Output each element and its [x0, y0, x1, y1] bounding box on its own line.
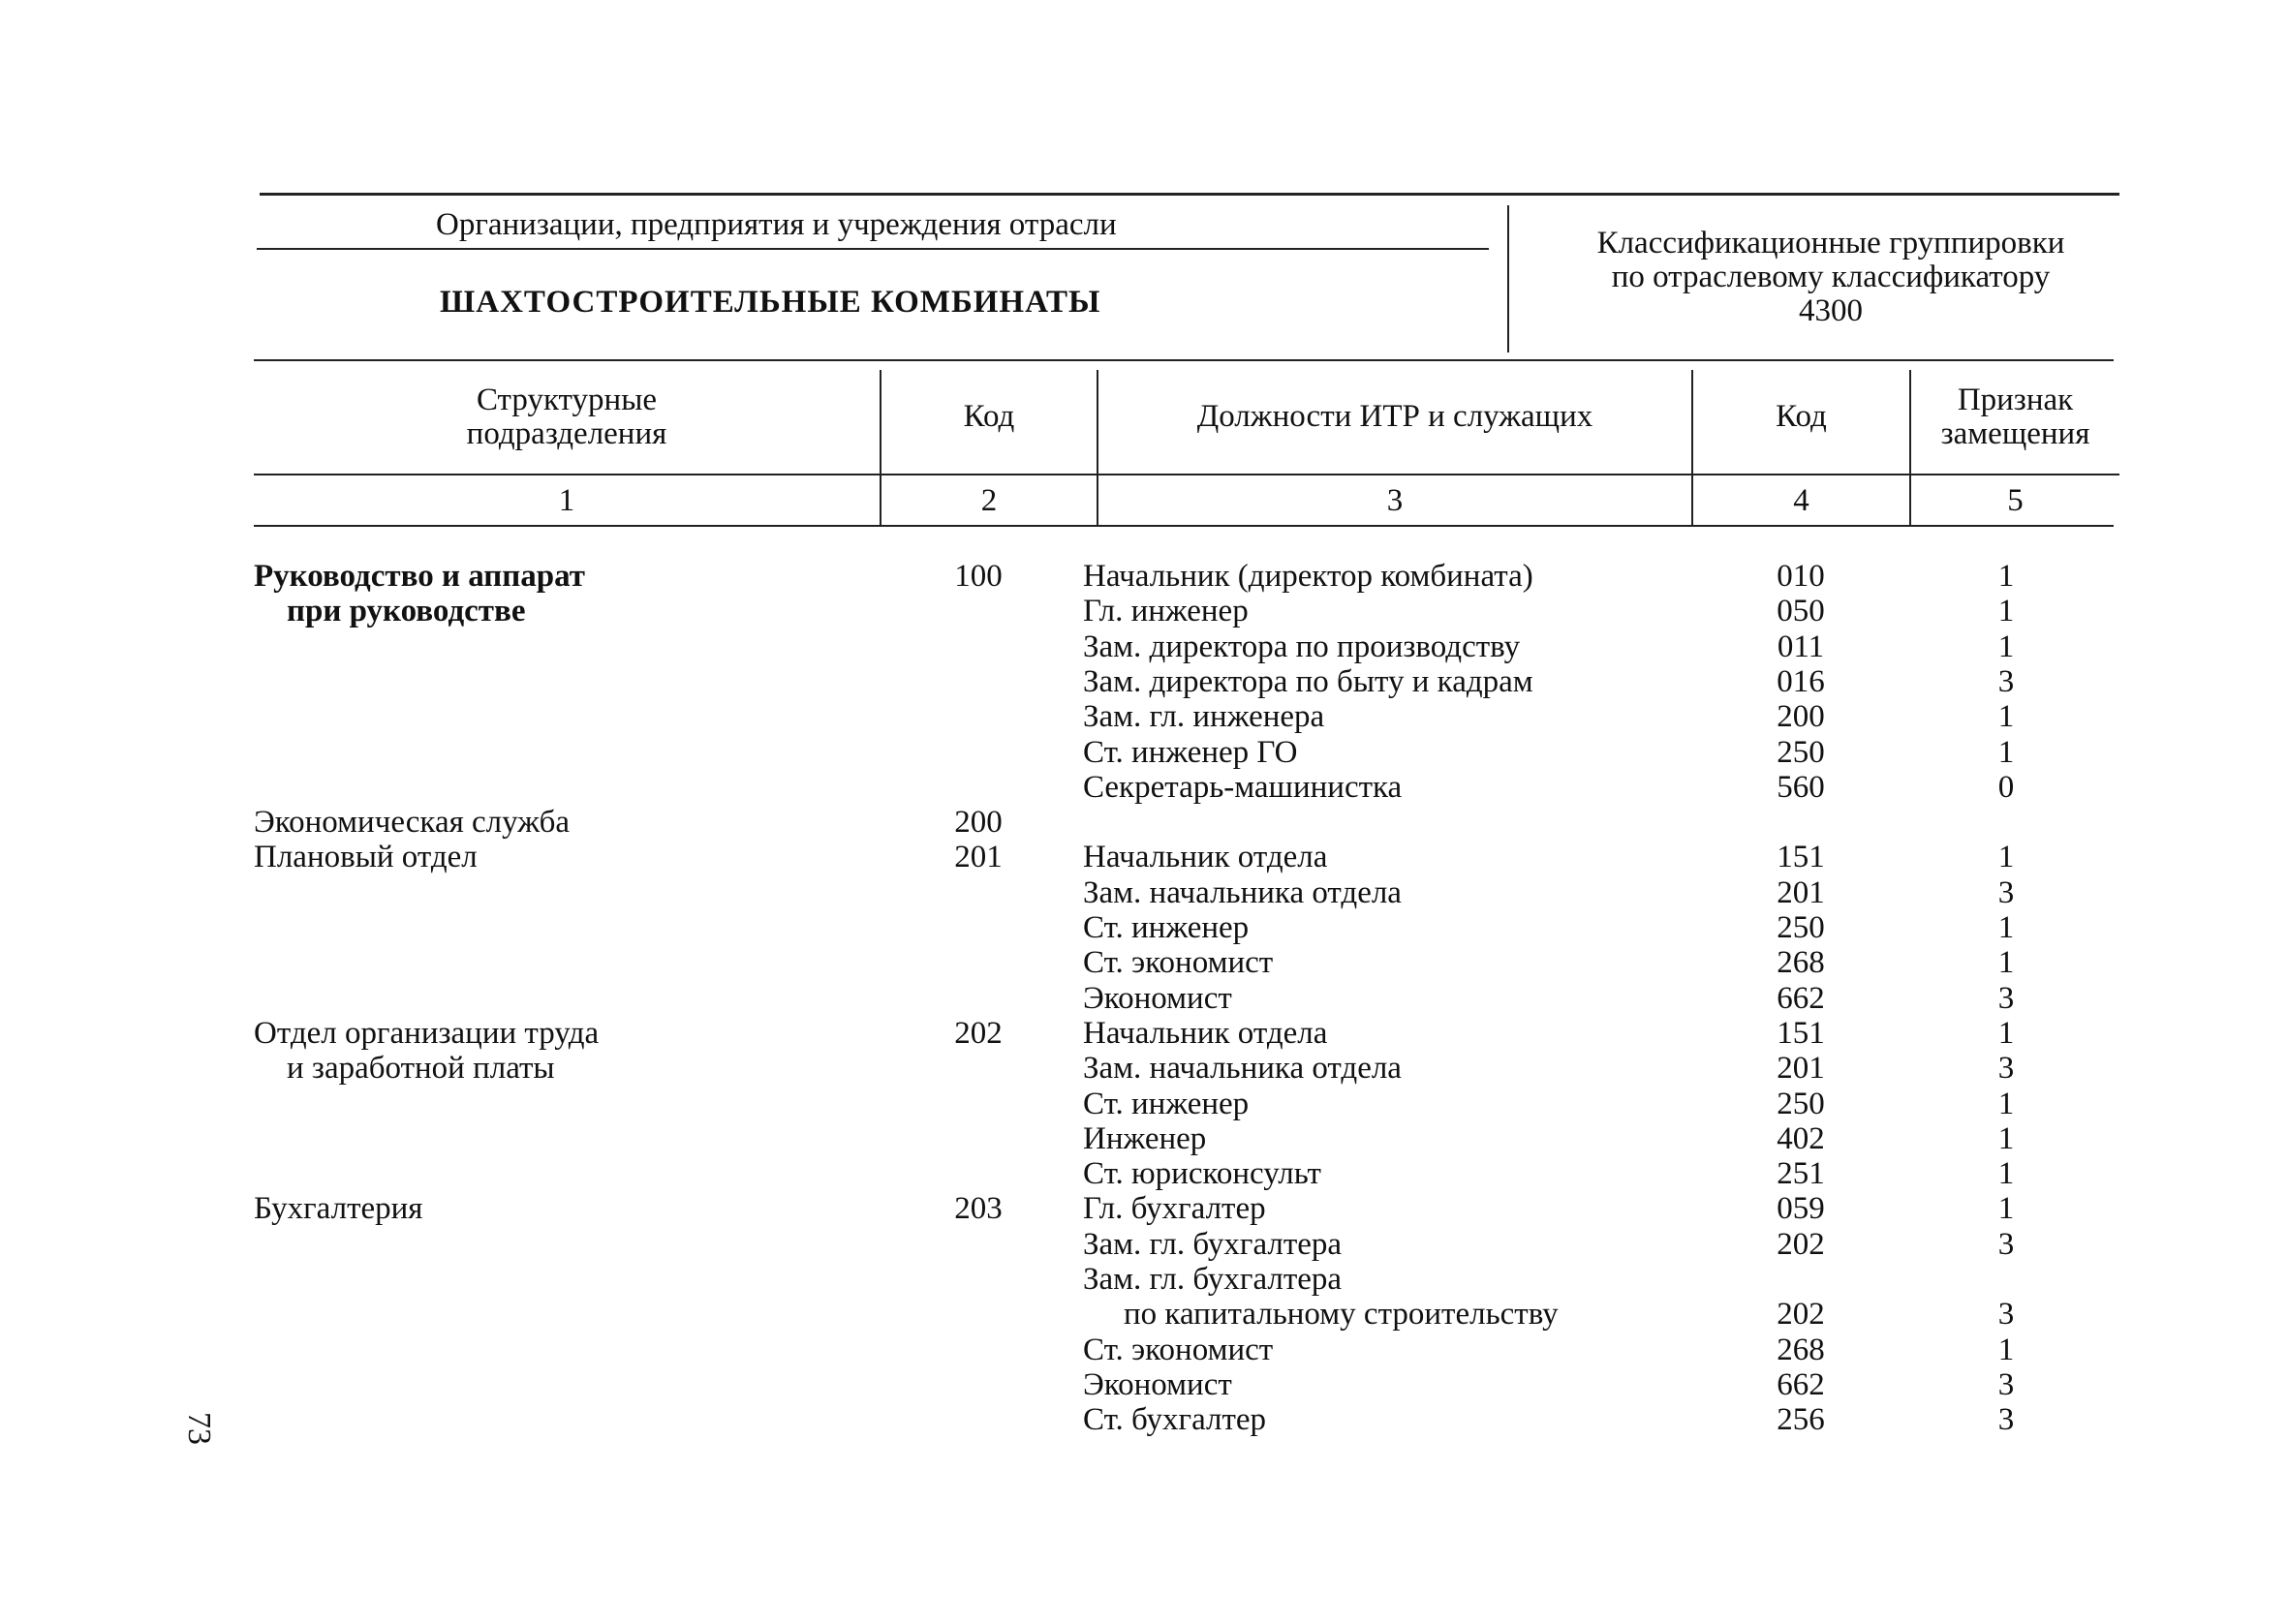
department-name: Руководство и аппарат [254, 559, 586, 594]
table-row [0, 1191, 2288, 1226]
department-code: 200 [954, 805, 1003, 841]
position-code: 011 [1777, 628, 1825, 664]
table-row [0, 1016, 2288, 1051]
department-name: Бухгалтерия [254, 1191, 423, 1227]
department-code: 201 [954, 840, 1003, 875]
col-header-text: подразделения [466, 416, 667, 451]
position-name: Ст. экономист [1083, 1332, 1274, 1367]
position-code: 201 [1777, 874, 1825, 910]
replacement-sign: 1 [1997, 1120, 2015, 1156]
table-row [0, 945, 2288, 980]
position-name: Ст. инженер ГО [1083, 734, 1298, 770]
col-header-text: Код [963, 399, 1015, 434]
position-name: Зам. гл. бухгалтера [1083, 1226, 1343, 1262]
col-header-1 [254, 383, 880, 451]
position-code: 250 [1777, 1086, 1825, 1121]
position-name: Ст. экономист [1083, 945, 1274, 981]
position-code: 201 [1777, 1051, 1825, 1087]
position-name: Начальник (директор комбината) [1083, 559, 1533, 594]
replacement-sign: 1 [1997, 734, 2015, 770]
colnum-rule [254, 525, 2114, 527]
position-code: 010 [1777, 559, 1825, 594]
department-code: 203 [954, 1191, 1003, 1227]
col-header-text: замещения [1940, 416, 2090, 451]
classifier-line: Классификационные группировки [1596, 226, 2065, 260]
position-code: 202 [1777, 1297, 1825, 1333]
col-number-1: 1 [558, 483, 575, 518]
position-name: Зам. директора по быту и кадрам [1083, 663, 1533, 699]
classifier-caption [1530, 227, 2131, 328]
table-row [0, 770, 2288, 805]
classifier-line: 4300 [1799, 293, 1863, 328]
header-bottom-rule [254, 359, 2114, 361]
caption-rule [257, 248, 1489, 250]
table-row [0, 735, 2288, 770]
position-code: 268 [1777, 945, 1825, 981]
position-name: Ст. бухгалтер [1083, 1402, 1267, 1438]
replacement-sign: 3 [1997, 1051, 2015, 1087]
position-code: 251 [1777, 1156, 1825, 1192]
table-row [0, 805, 2288, 840]
table-row [0, 1262, 2288, 1297]
department-name: Отдел организации труда [254, 1015, 600, 1051]
table-row [0, 1402, 2288, 1437]
replacement-sign: 1 [1997, 1156, 2015, 1192]
col-header-2 [881, 400, 1097, 434]
position-code: 151 [1777, 840, 1825, 875]
table-row [0, 1121, 2288, 1156]
table-row [0, 559, 2288, 594]
position-name: Начальник отдела [1083, 840, 1328, 875]
replacement-sign: 3 [1997, 1226, 2015, 1262]
position-name: Зам. начальника отдела [1083, 1051, 1402, 1087]
col-header-text: Признак [1957, 383, 2074, 417]
table-row [0, 1227, 2288, 1262]
col-number-2: 2 [980, 483, 998, 518]
col-header-3 [1098, 400, 1691, 434]
table-row [0, 1051, 2288, 1086]
table-row [0, 1333, 2288, 1367]
position-name: Ст. инженер [1083, 1086, 1250, 1121]
replacement-sign: 3 [1997, 663, 2015, 699]
replacement-sign: 1 [1997, 1332, 2015, 1367]
col-header-text: Должности ИТР и служащих [1196, 399, 1593, 434]
position-name: Зам. гл. бухгалтера [1083, 1262, 1343, 1297]
replacement-sign: 1 [1997, 910, 2015, 945]
table-row [0, 699, 2288, 734]
col-number-3: 3 [1386, 483, 1404, 518]
department-name: при руководстве [287, 594, 526, 629]
col-header-4 [1693, 400, 1909, 434]
position-code: 059 [1777, 1191, 1825, 1227]
table-row [0, 664, 2288, 699]
department-name: Экономическая служба [254, 805, 571, 841]
top-rule [260, 193, 2119, 196]
position-name: Начальник отдела [1083, 1015, 1328, 1051]
position-code: 560 [1777, 769, 1825, 805]
replacement-sign: 1 [1997, 699, 2015, 735]
col-header-text: Структурные [476, 383, 658, 417]
table-row [0, 594, 2288, 628]
position-code: 268 [1777, 1332, 1825, 1367]
position-name: Инженер [1083, 1120, 1207, 1156]
col-number-4: 4 [1793, 483, 1809, 518]
position-name: Экономист [1083, 980, 1232, 1016]
position-name: Экономист [1083, 1366, 1232, 1402]
replacement-sign: 3 [1997, 980, 2015, 1016]
position-code: 402 [1777, 1120, 1825, 1156]
position-code: 202 [1777, 1226, 1825, 1262]
classifier-line: по отраслевому классификатору [1611, 260, 2051, 294]
department-name: и заработной платы [287, 1051, 555, 1087]
replacement-sign: 1 [1997, 594, 2015, 629]
replacement-sign: 1 [1997, 840, 2015, 875]
replacement-sign: 1 [1997, 1015, 2015, 1051]
position-code: 250 [1777, 734, 1825, 770]
org-caption: Организации, предприятия и учреждения отрасли [436, 207, 1117, 242]
position-code: 200 [1777, 699, 1825, 735]
table-row [0, 629, 2288, 664]
position-code: 250 [1777, 910, 1825, 945]
position-name: Гл. инженер [1083, 594, 1249, 629]
department-name: Плановый отдел [254, 840, 478, 875]
replacement-sign: 1 [1997, 1086, 2015, 1121]
department-code: 100 [954, 559, 1003, 594]
replacement-sign: 3 [1997, 1366, 2015, 1402]
colhead-rule [254, 474, 2119, 475]
table-row [0, 1297, 2288, 1332]
table-row [0, 1087, 2288, 1121]
table-row [0, 910, 2288, 945]
replacement-sign: 1 [1997, 1191, 2015, 1227]
table-row [0, 1367, 2288, 1402]
table-row [0, 981, 2288, 1016]
header-divider [1507, 205, 1509, 352]
org-title: ШАХТОСТРОИТЕЛЬНЫЕ КОМБИНАТЫ [440, 285, 1101, 320]
table-row [0, 875, 2288, 910]
position-name: Зам. начальника отдела [1083, 874, 1402, 910]
position-name: по капитальному строительству [1124, 1297, 1559, 1333]
replacement-sign: 3 [1997, 1402, 2015, 1438]
position-code: 151 [1777, 1015, 1825, 1051]
replacement-sign: 1 [1997, 559, 2015, 594]
department-code: 202 [954, 1015, 1003, 1051]
replacement-sign: 0 [1997, 769, 2015, 805]
col-header-5 [1911, 383, 2119, 451]
position-code: 016 [1777, 663, 1825, 699]
position-code: 050 [1777, 594, 1825, 629]
position-name: Секретарь-машинистка [1083, 769, 1403, 805]
position-name: Ст. юрисконсульт [1083, 1156, 1321, 1192]
replacement-sign: 3 [1997, 1297, 2015, 1333]
position-name: Гл. бухгалтер [1083, 1191, 1266, 1227]
position-name: Зам. гл. инженера [1083, 699, 1325, 735]
replacement-sign: 1 [1997, 628, 2015, 664]
replacement-sign: 1 [1997, 945, 2015, 981]
position-code: 662 [1777, 1366, 1825, 1402]
position-code: 662 [1777, 980, 1825, 1016]
replacement-sign: 3 [1997, 874, 2015, 910]
col-number-5: 5 [2007, 483, 2024, 518]
col-header-text: Код [1776, 399, 1827, 434]
position-name: Зам. директора по производству [1083, 628, 1521, 664]
position-name: Ст. инженер [1083, 910, 1250, 945]
table-row [0, 1156, 2288, 1191]
position-code: 256 [1777, 1402, 1825, 1438]
page-number: 73 [181, 1412, 217, 1445]
table-row [0, 840, 2288, 874]
